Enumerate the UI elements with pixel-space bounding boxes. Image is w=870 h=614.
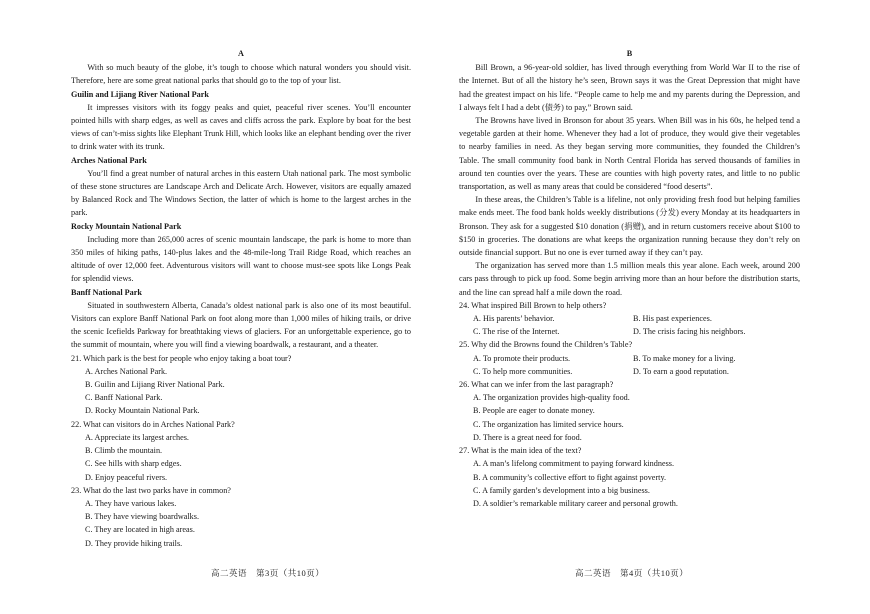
option: D. There is a great need for food.	[473, 432, 582, 442]
option: A. To promote their products.	[473, 353, 571, 363]
option: A. Appreciate its largest arches.	[85, 432, 189, 442]
option: A. They have various lakes.	[85, 498, 177, 508]
park-description: It impresses visitors with its foggy peaks and quiet, peaceful river scenes. You’ll encounter pointed hills with sharp edges, as well as caves and cliffs across the park. Explore by boat for the best views of can’t-miss sights like Elephant Trunk Hill, which looks like an elephant bending over the river to drink water with its trunk.	[71, 102, 411, 152]
option: A. A man’s lifelong commitment to paying forward kindness.	[473, 459, 675, 469]
question-22: 22. What can visitors do in Arches National Park?	[71, 419, 235, 429]
option: C. A family garden’s development into a big business.	[473, 485, 650, 495]
question-24: 24. What inspired Bill Brown to help others?	[459, 300, 607, 310]
option: D. They provide hiking trails.	[85, 538, 183, 548]
passage-b-paragraph: The organization has served more than 1.5 million meals this year alone. Each week, around 200 cars pass through to pick up food. Some begin arriving more than an hour before the distribution starts, and the line can spread half a mile down the road.	[459, 261, 800, 297]
page-footer-right: 高二英语 第4页（共10页）	[575, 568, 689, 578]
question-21: 21. Which park is the best for people who enjoy taking a boat tour?	[71, 353, 292, 363]
passage-a-title: A	[238, 49, 244, 58]
option: B. Guilin and Lijiang River National Park.	[85, 380, 225, 390]
option: D. A soldier’s remarkable military career and personal growth.	[473, 498, 678, 508]
option: C. The rise of the Internet.	[473, 327, 560, 337]
park-heading: Rocky Mountain National Park	[71, 221, 182, 231]
option: B. His past experiences.	[633, 314, 712, 324]
option: D. Enjoy peaceful rivers.	[85, 472, 168, 482]
question-25: 25. Why did the Browns found the Children’s Table?	[459, 340, 633, 350]
option: A. Arches National Park.	[85, 366, 168, 376]
park-heading: Banff National Park	[71, 287, 142, 297]
passage-b-paragraph: The Browns have lived in Bronson for about 35 years. When Bill was in his 60s, he helped tend a vegetable garden at their home. Whenever they had a lot of produce, they would give their vegetables to nearby families in need. As they began serving more communities, they founded the Children’s Table. The small community food bank in North Central Florida has served thousands of families in around ten counties over the years. These are counties with high poverty rates, and little to no public transportation, as well as many areas that could be considered “food deserts”.	[459, 116, 800, 192]
page-footer-left: 高二英语 第3页（共10页）	[211, 568, 325, 578]
option-row	[459, 352, 800, 365]
option-row	[459, 325, 800, 338]
option: B. Climb the mountain.	[85, 446, 163, 456]
option: D. The crisis facing his neighbors.	[633, 327, 746, 337]
passage-b-paragraph: Bill Brown, a 96-year-old soldier, has lived through everything from World War II to the rise of the Internet. But of all the history he’s seen, Brown says it was the Great Depression that might have had the greatest impact on his life. “People came to help me and my parents during the Depression, and I always felt I had a debt (债务) to pay,” Brown said.	[459, 63, 800, 112]
question-26: 26. What can we infer from the last paragraph?	[459, 380, 614, 390]
option: B. A community’s collective effort to fight against poverty.	[473, 472, 667, 482]
option: B. People are eager to donate money.	[473, 406, 595, 416]
park-heading: Guilin and Lijiang River National Park	[71, 89, 209, 99]
park-description: Situated in southwestern Alberta, Canada’s oldest national park is also one of its most beautiful. Visitors can explore Banff National Park on foot along more than 1,000 miles of hiking trails, or drive the scenic Icefields Parkway for breathtaking views of glaciers. For an unforgettable experience, go to the summit of mountain, where you will find a viewing boardwalk, a restaurant, and a theater.	[71, 300, 411, 350]
right-page	[459, 47, 800, 510]
park-heading: Arches National Park	[71, 155, 147, 165]
option: C. The organization has limited service hours.	[473, 419, 624, 429]
option: B. To make money for a living.	[633, 353, 736, 363]
option: D. Rocky Mountain National Park.	[85, 406, 200, 416]
option: C. To help more communities.	[473, 366, 573, 376]
option: B. They have viewing boardwalks.	[85, 512, 199, 522]
option: C. Banff National Park.	[85, 393, 163, 403]
passage-b-paragraph: In these areas, the Children’s Table is a lifeline, not only providing fresh food but helping families make ends meet. The food bank holds weekly distributions (分发) every Monday at its headquarters in Bronson. They ask for a suggested $10 donation (捐赠), and in return customers receive about $100 to $150 in groceries. The donations are what keeps the organization running because they don’t rely on outside financial support. But no one is ever turned away if they can’t pay.	[459, 195, 800, 258]
question-23: 23. What do the last two parks have in common?	[71, 485, 231, 495]
question-27: 27. What is the main idea of the text?	[459, 446, 582, 456]
option-row	[459, 312, 800, 325]
park-description: Including more than 265,000 acres of scenic mountain landscape, the park is home to more than 350 miles of hiking paths, 140-plus lakes and the 48-mile-long Trail Ridge Road, which reaches an altitude of over 12,000 feet. Adventurous visitors will want to choose must-see spots like Longs Peak for splendid views.	[71, 234, 411, 284]
passage-a-intro: With so much beauty of the globe, it’s tough to choose which natural wonders you should visit. Therefore, here are some great national parks that should go to the top of your list.	[71, 63, 411, 86]
passage-b-title: B	[626, 49, 633, 58]
option: A. The organization provides high-quality food.	[473, 393, 630, 403]
option: C. See hills with sharp edges.	[85, 459, 182, 469]
option: A. His parents’ behavior.	[473, 314, 555, 324]
left-page	[71, 47, 411, 550]
option: C. They are located in high areas.	[85, 525, 195, 535]
option-row	[459, 365, 800, 378]
park-description: You’ll find a great number of natural arches in this eastern Utah national park. The most symbolic of these stone structures are Landscape Arch and Delicate Arch. However, visitors are equally amazed by Balanced Rock and The Windows Section, the latter of which is home to the largest arches in the park.	[71, 168, 411, 218]
option: D. To earn a good reputation.	[633, 366, 729, 376]
